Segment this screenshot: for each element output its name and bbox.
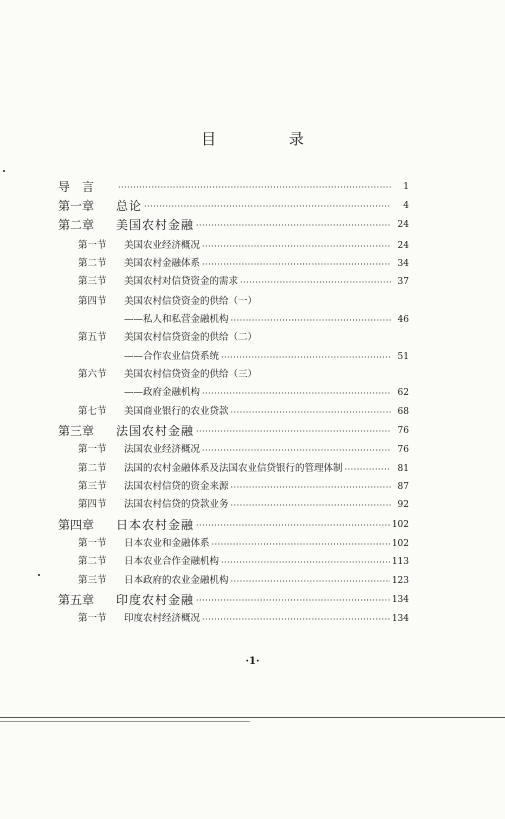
scan-speck	[38, 574, 40, 576]
toc-leader-dots	[212, 536, 390, 552]
toc-chapter-entry	[58, 179, 409, 195]
toc-entry-title: 日本政府的农业金融机构	[124, 575, 229, 586]
page-title: 目 录	[201, 130, 338, 148]
toc-entry-title: 法国农村金融	[116, 424, 195, 438]
toc-leader-dots	[231, 404, 391, 420]
toc-entry-page: 34	[397, 259, 409, 269]
toc-leader-dots	[196, 592, 390, 608]
toc-section-entry	[78, 404, 409, 420]
toc-entry-label: 第三章	[58, 424, 95, 438]
toc-entry-page: 24	[397, 241, 409, 251]
toc-entry-label: 第七节	[78, 406, 107, 417]
toc-entry-title: 日本农村金融	[116, 518, 195, 532]
toc-entry-page: 102	[391, 539, 409, 549]
toc-chapter-entry	[58, 198, 409, 214]
toc-entry-label: 导 言	[58, 180, 95, 194]
toc-entry-label: 第四章	[58, 518, 95, 532]
toc-entry-title: 日本农业和金融体系	[124, 538, 210, 549]
toc-leader-dots	[144, 198, 391, 214]
toc-leader-dots	[202, 442, 391, 458]
toc-section-entry	[78, 238, 409, 254]
toc-entry-label: 第一章	[58, 199, 95, 213]
toc-entry-page: 92	[397, 500, 409, 510]
toc-entry-label: 第一节	[78, 240, 107, 251]
toc-entry-label: 第四节	[78, 499, 107, 510]
toc-entry-page: 76	[397, 426, 409, 436]
toc-leader-dots	[231, 497, 391, 513]
toc-section-entry	[78, 554, 409, 570]
toc-entry-label: 第二节	[78, 556, 107, 567]
toc-entry-title: 总论	[116, 199, 143, 213]
toc-section-entry	[78, 256, 409, 272]
toc-entry-label: 第一节	[78, 444, 107, 455]
toc-leader-dots	[231, 573, 390, 589]
toc-entry-title: 法国农村信贷的资金来源	[124, 481, 229, 492]
toc-leader-dots	[202, 238, 391, 254]
toc-entry-label: 第二节	[78, 463, 107, 474]
toc-entry-title: 美国农村信贷资金的供给（三）	[124, 369, 258, 380]
toc-entry-title: 美国农业经济概况	[124, 240, 201, 251]
toc-entry-page: 76	[397, 445, 409, 455]
toc-leader-dots	[221, 554, 390, 570]
toc-chapter-entry	[58, 217, 409, 233]
toc-entry-page: 1	[403, 182, 409, 192]
toc-chapter-entry	[58, 517, 409, 533]
toc-section-entry	[78, 274, 409, 290]
toc-section-entry	[78, 497, 409, 513]
toc-entry-label: 第三节	[78, 575, 107, 586]
toc-entry-page: 51	[397, 352, 409, 362]
toc-chapter-entry	[58, 423, 409, 439]
toc-leader-dots	[196, 517, 390, 533]
toc-entry-page: 46	[397, 315, 409, 325]
toc-entry-label: 第二节	[78, 258, 107, 269]
toc-entry-page: 123	[391, 576, 409, 586]
toc-entry-title: 美国农村信贷资金的供给（一）	[124, 296, 258, 307]
toc-leader-dots	[221, 349, 391, 365]
toc-section-entry	[78, 367, 409, 383]
toc-entry-title: 日本农业合作金融机构	[124, 556, 220, 567]
toc-entry-page: 62	[397, 388, 409, 398]
toc-subtitle-entry	[78, 385, 409, 401]
toc-entry-title: ——私人和私营金融机构	[124, 314, 229, 325]
toc-entry-title: 美国农村金融	[116, 218, 195, 232]
toc-entry-label: 第一节	[78, 613, 107, 624]
toc-entry-title: 美国农村对信贷资金的需求	[124, 276, 239, 287]
toc-entry-label: 第六节	[78, 369, 107, 380]
toc-leader-dots	[202, 611, 390, 627]
toc-entry-page: 113	[391, 557, 409, 567]
toc-entry-title: 美国农村信贷资金的供给（二）	[124, 332, 258, 343]
toc-entry-label: 第一节	[78, 538, 107, 549]
toc-entry-title: 印度农村金融	[116, 593, 195, 607]
toc-leader-dots	[202, 256, 391, 272]
scan-speck	[3, 170, 5, 172]
toc-leader-dots	[345, 461, 391, 477]
toc-leader-dots	[202, 385, 391, 401]
toc-entry-title: 印度农村经济概况	[124, 613, 201, 624]
toc-entry-label: 第三节	[78, 481, 107, 492]
toc-section-entry	[78, 611, 409, 627]
toc-leader-dots	[118, 179, 391, 195]
toc-entry-title: 法国农业经济概况	[124, 444, 201, 455]
toc-entry-title: 美国农村金融体系	[124, 258, 201, 269]
toc-leader-dots	[240, 274, 391, 290]
toc-entry-page: 24	[397, 220, 409, 230]
toc-entry-page: 102	[391, 520, 409, 530]
toc-entry-label: 第二章	[58, 218, 95, 232]
toc-entry-page: 81	[397, 464, 409, 474]
toc-entry-page: 134	[391, 595, 409, 605]
toc-section-entry	[78, 330, 409, 346]
toc-leader-dots	[231, 312, 391, 328]
toc-section-entry	[78, 442, 409, 458]
toc-entry-title: 法国的农村金融体系及法国农业信贷银行的管理体制	[124, 463, 343, 474]
toc-entry-label: 第五节	[78, 332, 107, 343]
toc-entry-label: 第五章	[58, 593, 95, 607]
toc-leader-dots	[231, 479, 391, 495]
page-number: ·1·	[245, 656, 260, 667]
toc-section-entry	[78, 479, 409, 495]
toc-section-entry	[78, 461, 409, 477]
toc-entry-page: 134	[391, 614, 409, 624]
toc-entry-label: 第三节	[78, 276, 107, 287]
toc-entry-title: ——合作农业信贷系统	[124, 351, 220, 362]
toc-entry-page: 68	[397, 407, 409, 417]
scan-edge-line	[0, 717, 505, 718]
scan-edge-line	[0, 721, 250, 722]
toc-section-entry	[78, 536, 409, 552]
toc-leader-dots	[196, 423, 391, 439]
toc-entry-label: 第四节	[78, 296, 107, 307]
toc-section-entry	[78, 573, 409, 589]
toc-leader-dots	[196, 217, 391, 233]
toc-entry-page: 4	[403, 201, 409, 211]
toc-entry-title: 法国农村信贷的贷款业务	[124, 499, 229, 510]
toc-chapter-entry	[58, 592, 409, 608]
toc-entry-page: 87	[397, 482, 409, 492]
toc-entry-title: 美国商业银行的农业贷款	[124, 406, 229, 417]
toc-subtitle-entry	[78, 349, 409, 365]
toc-entry-title: ——政府金融机构	[124, 387, 201, 398]
toc-subtitle-entry	[78, 312, 409, 328]
toc-entry-page: 37	[397, 277, 409, 287]
toc-section-entry	[78, 294, 409, 310]
